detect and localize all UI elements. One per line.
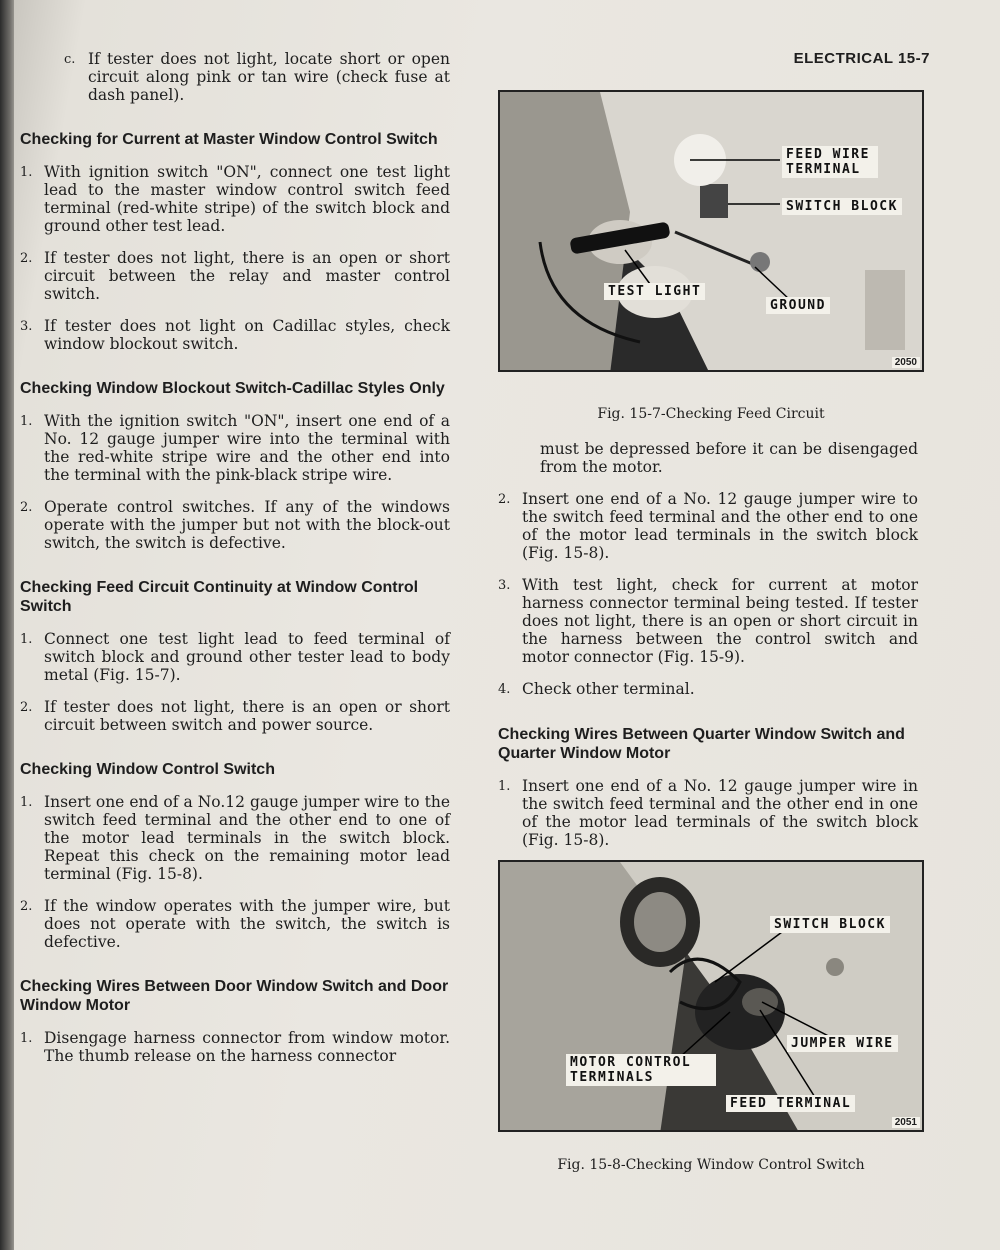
list-item <box>20 412 450 484</box>
step-list <box>20 793 450 951</box>
item-number: 2. <box>20 700 33 715</box>
photo-illustration <box>500 92 924 372</box>
label-feed-terminal: FEED TERMINAL <box>726 1095 855 1112</box>
right-column <box>498 440 918 863</box>
label-jumper-wire: JUMPER WIRE <box>787 1035 898 1052</box>
item-number: 1. <box>498 779 511 794</box>
item-text: Insert one end of a No. 12 gauge jumper wire in the switch feed terminal and the other end in one of the motor lead terminals of the switch block (Fig. 15-8). <box>522 777 918 849</box>
item-text: If tester does not light, there is an open or short circuit between switch and power source. <box>44 698 450 734</box>
list-item <box>20 163 450 235</box>
item-text: Operate control switches. If any of the windows operate with the jumper but not with the block-out switch, the switch is defective. <box>44 498 450 552</box>
item-number: 1. <box>20 632 33 647</box>
item-number: 2. <box>20 500 33 515</box>
section-title: Checking Window Blockout Switch-Cadillac Styles Only <box>20 380 445 397</box>
figure-caption: Fig. 15-7-Checking Feed Circuit <box>597 406 825 422</box>
section-title: Checking Wires Between Quarter Window Switch and Quarter Window Motor <box>498 726 905 762</box>
list-item <box>64 50 450 104</box>
item-text: Disengage harness connector from window motor. The thumb release on the harness connector <box>44 1029 450 1065</box>
item-text: With test light, check for current at motor harness connector terminal being tested. If tester does not light, there is an open or short circuit in the harness between the control switch and motor connector (Fig. 15-9). <box>522 576 918 666</box>
list-item <box>20 630 450 684</box>
section-title: Checking Feed Circuit Continuity at Window Control Switch <box>20 579 419 615</box>
figure-number: 2051 <box>892 1117 920 1128</box>
list-item <box>498 680 918 699</box>
continued-text: must be depressed before it can be disengaged from the motor. <box>540 440 918 476</box>
list-item <box>20 249 450 303</box>
step-list <box>20 412 450 552</box>
item-number: 4. <box>498 682 511 697</box>
item-text: Connect one test light lead to feed terminal of switch block and ground other tester lead to body metal (Fig. 15-7). <box>44 630 450 684</box>
label-feed-wire-terminal: FEED WIRE TERMINAL <box>782 146 878 178</box>
item-text: Insert one end of a No.12 gauge jumper wire to the switch feed terminal and the other end to one of the motor lead terminals in the switch block. Repeat this check on the remaining motor lead terminal (Fig. 15-8). <box>44 793 450 883</box>
list-item <box>498 490 918 562</box>
step-list <box>20 1029 450 1065</box>
list-item <box>498 576 918 666</box>
item-number: 1. <box>20 795 33 810</box>
step-list <box>498 777 918 849</box>
item-text: If the window operates with the jumper wire, but does not operate with the switch, the switch is defective. <box>44 897 450 951</box>
item-number: 3. <box>498 578 511 593</box>
item-number: 1. <box>20 1031 33 1046</box>
item-text: Check other terminal. <box>522 680 695 698</box>
item-text: If tester does not light, locate short or open circuit along pink or tan wire (check fuse at dash panel). <box>88 50 450 104</box>
list-item <box>20 793 450 883</box>
section-title: Checking Wires Between Door Window Switch and Door Window Motor <box>20 978 449 1014</box>
section-title: Checking Window Control Switch <box>20 761 275 778</box>
item-text: Insert one end of a No. 12 gauge jumper wire to the switch feed terminal and the other end to one of the motor lead terminals in the switch block (Fig. 15-8). <box>522 490 918 562</box>
page-header: ELECTRICAL 15-7 <box>793 50 930 67</box>
item-number: 2. <box>498 492 511 507</box>
step-list <box>20 163 450 353</box>
list-item <box>20 498 450 552</box>
label-switch-block: SWITCH BLOCK <box>782 198 902 215</box>
item-number: 3. <box>20 319 33 334</box>
figure-caption: Fig. 15-8-Checking Window Control Switch <box>557 1157 865 1173</box>
list-item <box>498 777 918 849</box>
step-list <box>20 630 450 734</box>
label-ground: GROUND <box>766 297 830 314</box>
list-item <box>20 897 450 951</box>
item-number: 2. <box>20 251 33 266</box>
label-test-light: TEST LIGHT <box>604 283 705 300</box>
label-motor-control-terminals: MOTOR CONTROL TERMINALS <box>566 1054 716 1086</box>
item-text: If tester does not light on Cadillac styles, check window blockout switch. <box>44 317 450 353</box>
figure-feed-circuit-photo <box>498 90 924 372</box>
item-text: With the ignition switch "ON", insert one end of a No. 12 gauge jumper wire into the terminal with the red-white stripe wire and the other end into the terminal with the pink-black stripe wire. <box>44 412 450 484</box>
item-number: 1. <box>20 165 33 180</box>
item-text: If tester does not light, there is an open or short circuit between the relay and master control switch. <box>44 249 450 303</box>
item-number: 2. <box>20 899 33 914</box>
label-switch-block: SWITCH BLOCK <box>770 916 890 933</box>
figure-window-switch-photo <box>498 860 924 1132</box>
step-list <box>498 490 918 699</box>
figure-number: 2050 <box>892 357 920 368</box>
item-number: 1. <box>20 414 33 429</box>
left-column <box>20 50 450 1079</box>
item-text: With ignition switch "ON", connect one test light lead to the master window control switch feed terminal (red-white stripe) of the switch block and ground other test lead. <box>44 163 450 235</box>
manual-page <box>14 0 1000 1250</box>
section-title: Checking for Current at Master Window Control Switch <box>20 131 438 148</box>
item-number: c. <box>64 52 76 67</box>
list-item <box>20 317 450 353</box>
list-item <box>20 1029 450 1065</box>
list-item <box>20 698 450 734</box>
photo-illustration <box>500 862 924 1132</box>
